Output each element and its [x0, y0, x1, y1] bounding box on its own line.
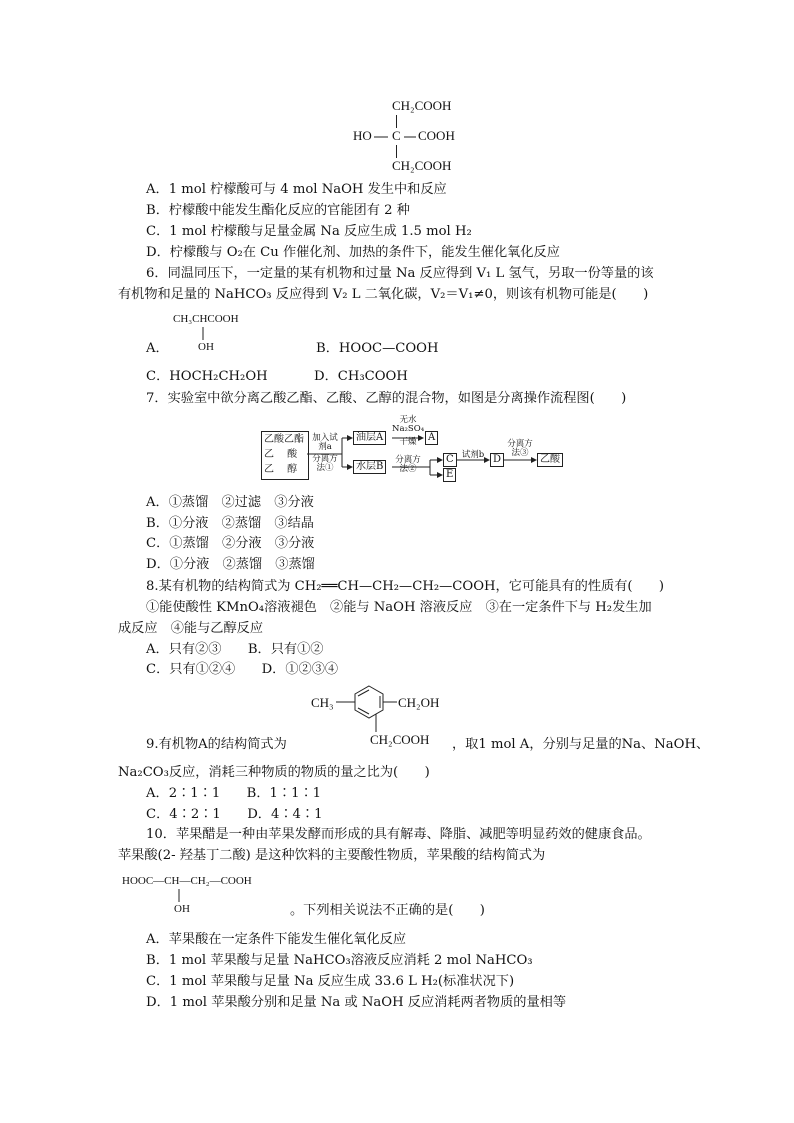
- q10-option-a: A．苹果酸在一定条件下能发生催化氧化反应: [146, 932, 407, 947]
- reagent-b-label: 试剂b: [461, 450, 485, 460]
- drying-agent-label: 无水Na₂SO₄: [392, 415, 425, 434]
- citric-bottom-group: CH₂COOH: [392, 158, 452, 173]
- citric-top-group: CH₂COOH: [392, 98, 452, 113]
- q10-stem-tail: 。下列相关说法不正确的是( ): [290, 903, 485, 918]
- drying-label: 干燥: [399, 437, 417, 447]
- separation-method-1-label: 分离方法①: [312, 454, 338, 473]
- q8-options-ab: A．只有②③ B．只有①②: [146, 642, 324, 657]
- water-layer-box: 水层B: [353, 460, 386, 474]
- separation-method-3-label: 分离方法③: [507, 439, 533, 458]
- q10-struct-top: HOOC—CH—CH₂—COOH: [122, 875, 252, 887]
- citric-right-group: COOH: [418, 128, 455, 143]
- q10-struct-bottom: OH: [174, 903, 190, 915]
- box-c: C: [443, 453, 457, 467]
- q5-option-c: C．1 mol 柠檬酸与足量金属 Na 反应生成 1.5 mol H₂: [146, 224, 472, 239]
- q9-struct-hydroxymethyl: CH₂OH: [398, 695, 440, 710]
- q6-option-d: D．CH₃COOH: [314, 369, 408, 384]
- q10-option-b: B．1 mol 苹果酸与足量 NaHCO₃溶液反应消耗 2 mol NaHCO₃: [146, 953, 533, 968]
- oil-layer-box: 油层A: [353, 431, 386, 445]
- q9-stem-line2: Na₂CO₃反应，消耗三种物质的物质的量之比为( ): [118, 765, 430, 780]
- q10-stem-line2: 苹果酸(2- 羟基丁二酸) 是这种饮料的主要酸性物质，苹果酸的结构简式为: [118, 848, 546, 863]
- q8-properties-line1: ①能使酸性 KMnO₄溶液褪色 ②能与 NaOH 溶液反应 ③在一定条件下与 H₂发生加: [146, 600, 652, 615]
- q9-stem-before: 9.有机物A的结构简式为: [146, 737, 287, 752]
- mixture-acid: 乙 酸: [264, 449, 298, 460]
- q10-option-c: C．1 mol 苹果酸与足量 Na 反应生成 33.6 L H₂(标准状况下): [146, 974, 515, 989]
- mixture-alcohol: 乙 醇: [264, 464, 298, 475]
- q7-stem: 7．实验室中欲分离乙酸乙酯、乙酸、乙醇的混合物，如图是分离操作流程图( ): [146, 391, 627, 406]
- q5-option-d: D．柠檬酸与 O₂在 Cu 作催化剂、加热的条件下，能发生催化氧化反应: [146, 245, 560, 260]
- separation-method-2-label: 分离方法②: [395, 455, 421, 474]
- q9-struct-carboxymethyl: CH₂COOH: [370, 732, 430, 747]
- box-d: D: [490, 453, 504, 467]
- citric-left-group: HO: [353, 128, 372, 143]
- q7-option-d: D．①分液 ②蒸馏 ③蒸馏: [146, 557, 315, 572]
- q5-option-b: B．柠檬酸中能发生酯化反应的官能团有 2 种: [146, 203, 410, 218]
- q9-options-cd: C．4∶2∶1 D．4∶4∶1: [146, 807, 323, 822]
- q8-properties-line2: 成反应 ④能与乙醇反应: [118, 621, 264, 636]
- q8-stem: 8.某有机物的结构简式为 CH₂══CH—CH₂—CH₂—COOH，它可能具有的性质有( ): [146, 579, 665, 594]
- q10-stem-line1: 10．苹果醋是一种由苹果发酵而形成的具有解毒、降脂、减肥等明显药效的健康食品。: [146, 827, 651, 842]
- q7-option-a: A．①蒸馏 ②过滤 ③分液: [146, 495, 314, 510]
- q10-struct-bond: [176, 889, 186, 903]
- q6-option-a-struct-bottom: OH: [198, 341, 214, 353]
- q9-stem-after: ，取1 mol A，分别与足量的Na、NaOH、: [452, 737, 710, 752]
- q6-stem-line1: 6．同温同压下，一定量的某有机物和过量 Na 反应得到 V₁ L 氢气，另取一份等量的该: [146, 266, 654, 281]
- q6-option-c: C．HOCH₂CH₂OH: [146, 369, 268, 384]
- box-a: A: [425, 431, 438, 445]
- q5-option-a: A．1 mol 柠檬酸可与 4 mol NaOH 发生中和反应: [146, 182, 447, 197]
- q6-option-a-label: A．: [146, 341, 169, 356]
- citric-center-atom: C: [392, 128, 401, 143]
- q6-stem-line2: 有机物和足量的 NaHCO₃ 反应得到 V₂ L 二氧化碳，V₂＝V₁≠0，则该有机物可能是( ): [118, 287, 649, 302]
- q9-struct-methyl: CH₃: [311, 695, 334, 710]
- q10-option-d: D．1 mol 苹果酸分别和足量 Na 或 NaOH 反应消耗两者物质的量相等: [146, 995, 567, 1010]
- q6-option-b: B．HOOC—COOH: [316, 341, 439, 356]
- q9-options-ab: A．2∶1∶1 B．1∶1∶1: [146, 786, 322, 801]
- q8-options-cd: C．只有①②④ D．①②③④: [146, 662, 339, 677]
- acetic-acid-product-box: 乙酸: [537, 453, 563, 467]
- q7-option-b: B．①分液 ②蒸馏 ③结晶: [146, 516, 314, 531]
- mixture-ester: 乙酸乙酯: [264, 434, 304, 445]
- q7-option-c: C．①蒸馏 ②分液 ③分液: [146, 536, 315, 551]
- box-e: E: [443, 468, 456, 482]
- add-reagent-a-label: 加入试剂a: [312, 433, 338, 452]
- q6-option-a-struct-top: CH₃CHCOOH: [173, 313, 239, 325]
